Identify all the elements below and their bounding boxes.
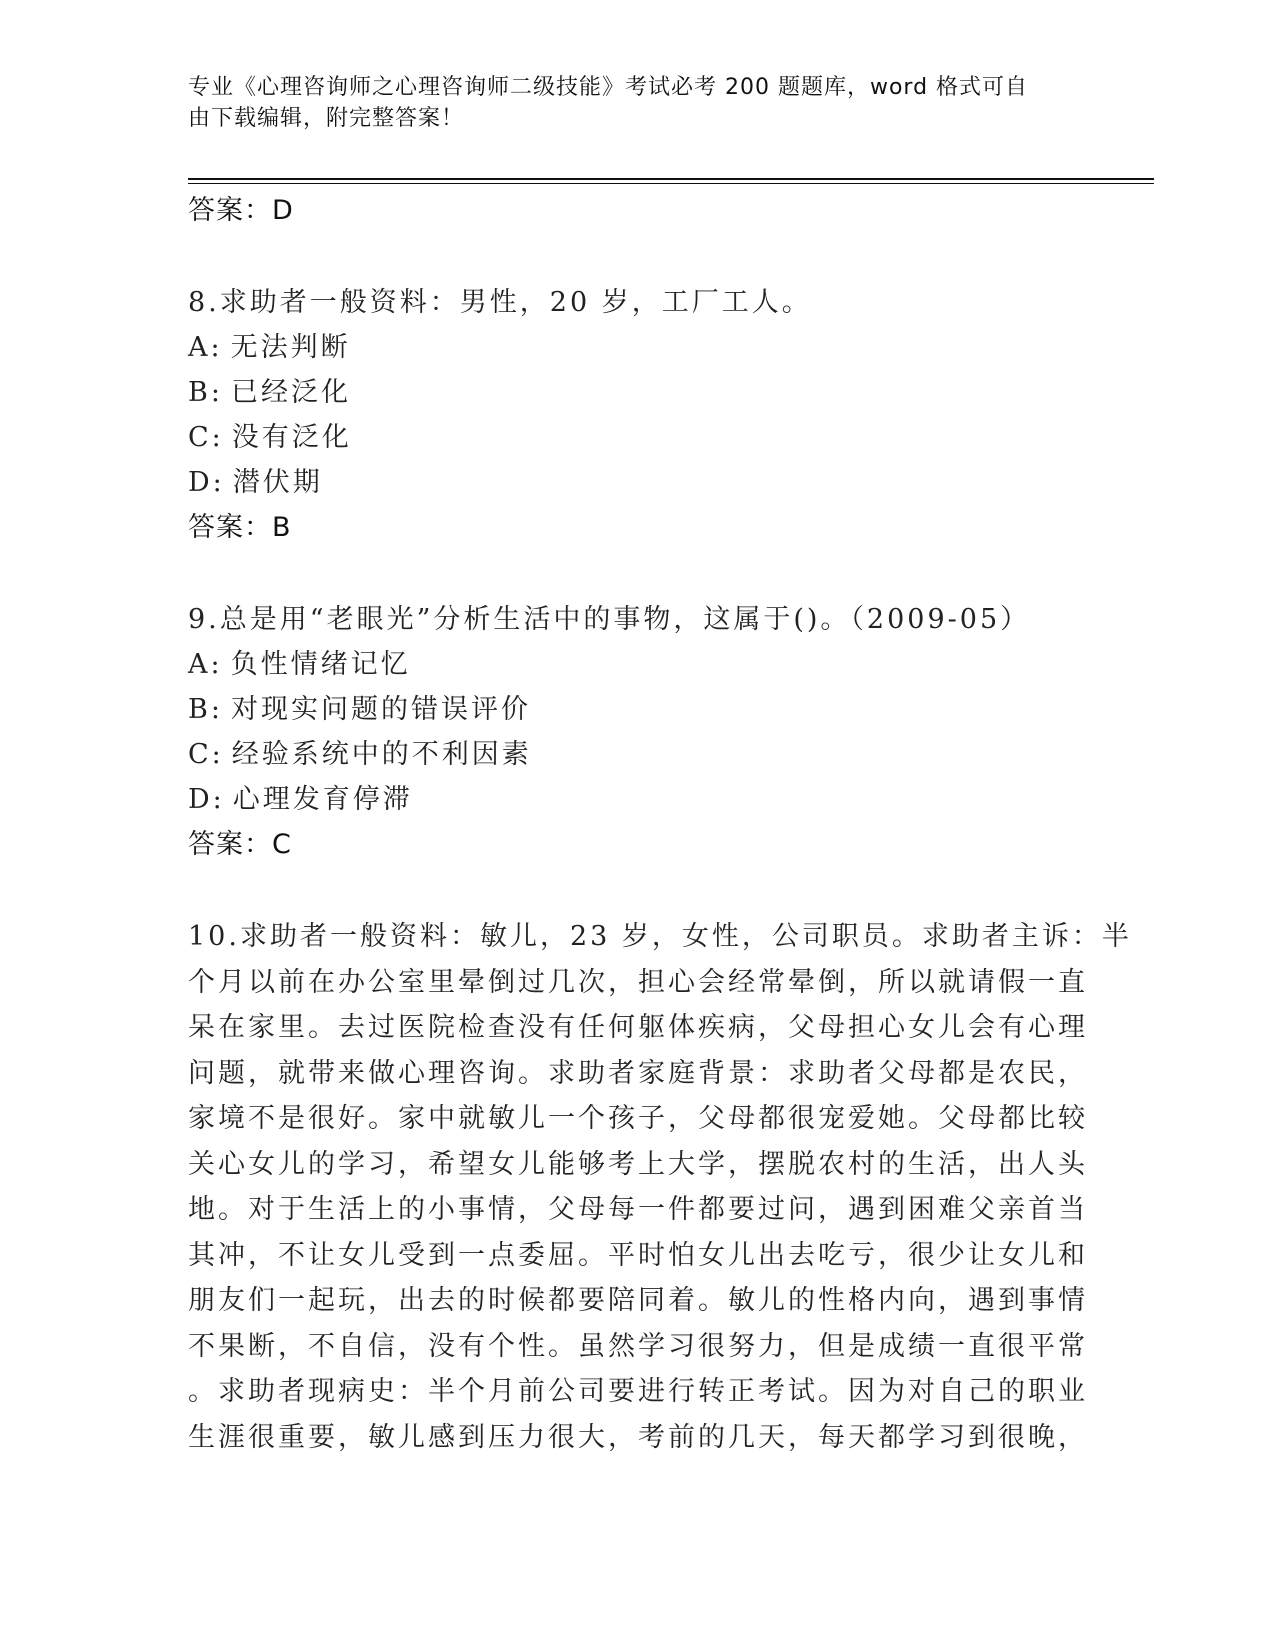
question-stem: 8.求助者一般资料：男性，20 岁，工厂工人。 — [188, 287, 812, 318]
header-rule-thick — [188, 178, 1154, 180]
option-c: C: 经验系统中的不利因素 — [188, 739, 532, 770]
option-d: D: 潜伏期 — [188, 467, 323, 498]
spacer — [188, 868, 1088, 914]
document-body — [188, 188, 1132, 1460]
option-c: C: 没有泛化 — [188, 422, 352, 453]
header-line-2: 由下载编辑，附完整答案！ — [188, 106, 465, 131]
paragraph-line: 。求助者现病史：半个月前公司要进行转正考试。因为对自己的职业 — [188, 1376, 1088, 1407]
question-9 — [188, 597, 1088, 868]
paragraph-line: 关心女儿的学习，希望女儿能够考上大学，摆脱农村的生活，出人头 — [188, 1148, 1088, 1180]
spacer — [188, 551, 1088, 597]
paragraph-line: 个月以前在办公室里晕倒过几次，担心会经常晕倒，所以就请假一直 — [188, 966, 1088, 998]
paragraph-line: 呆在家里。去过医院检查没有任何躯体疾病，父母担心女儿会有心理 — [188, 1012, 1088, 1043]
answer-previous: 答案：D — [188, 195, 294, 226]
question-stem: 9.总是用“老眼光”分析生活中的事物，这属于()。（2009-05） — [188, 604, 1031, 635]
question-8 — [188, 280, 1088, 551]
option-d: D: 心理发育停滞 — [188, 784, 413, 815]
answer-8: 答案：B — [188, 512, 292, 543]
paragraph-line: 朋友们一起玩，出去的时候都要陪同着。敏儿的性格内向，遇到事情 — [188, 1285, 1088, 1316]
option-a: A: 负性情绪记忆 — [188, 649, 411, 680]
question-10-stem — [188, 914, 1132, 1460]
paragraph-line: 问题，就带来做心理咨询。求助者家庭背景：求助者父母都是农民， — [188, 1057, 1088, 1089]
paragraph-line: 生涯很重要，敏儿感到压力很大，考前的几天，每天都学习到很晚， — [188, 1421, 1088, 1453]
option-a: A: 无法判断 — [188, 332, 351, 363]
paragraph-line: 家境不是很好。家中就敏儿一个孩子，父母都很宠爱她。父母都比较 — [188, 1103, 1088, 1134]
paragraph-line: 不果断，不自信，没有个性。虽然学习很努力，但是成绩一直很平常 — [188, 1330, 1088, 1362]
answer-9: 答案：C — [188, 829, 292, 860]
header-line-1: 专业《心理咨询师之心理咨询师二级技能》考试必考 200 题题库，word 格式可自 — [188, 75, 1029, 100]
spacer — [188, 234, 1088, 280]
option-b: B: 对现实问题的错误评价 — [188, 694, 531, 725]
paragraph-line: 10.求助者一般资料：敏儿，23 岁，女性，公司职员。求助者主诉：半 — [188, 921, 1132, 952]
option-b: B: 已经泛化 — [188, 377, 351, 408]
paragraph-line: 地。对于生活上的小事情，父母每一件都要过问，遇到困难父亲首当 — [188, 1194, 1088, 1225]
header-rule-thin — [188, 183, 1154, 184]
document-header — [188, 72, 1068, 134]
paragraph-line: 其冲，不让女儿受到一点委屈。平时怕女儿出去吃亏，很少让女儿和 — [188, 1239, 1088, 1271]
